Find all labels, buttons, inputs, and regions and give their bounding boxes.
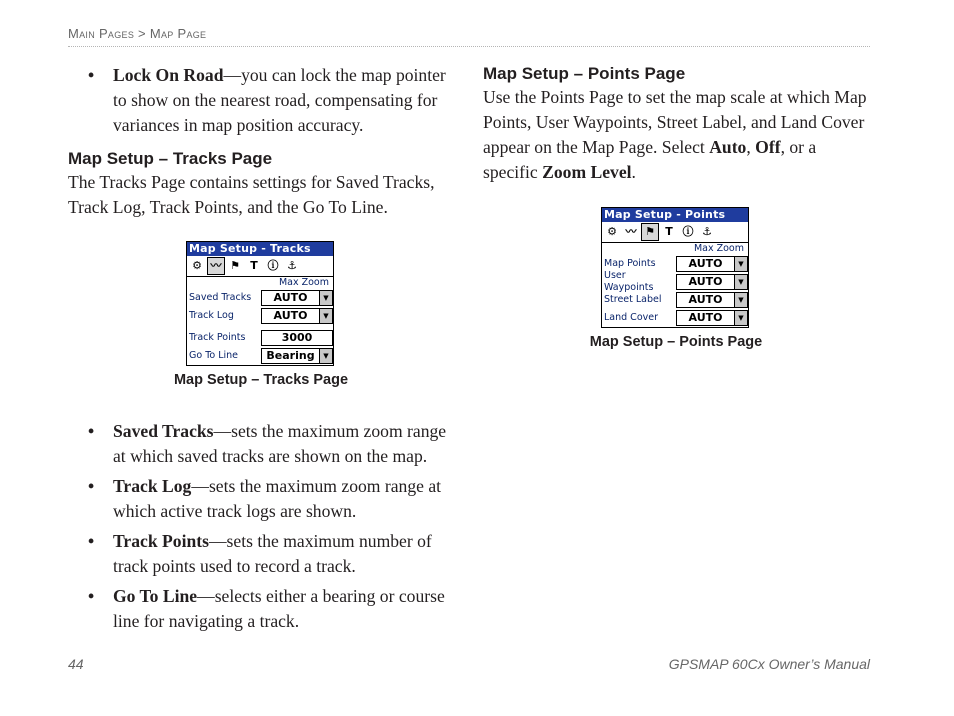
points-caption: Map Setup – Points Page [589,334,763,350]
points-heading: Map Setup – Points Page [483,64,686,83]
tracks-intro: The Tracks Page contains settings for Saved Tracks, Track Log, Track Points, and the Go To Line. [68,172,435,217]
setting-label: User Waypoints [604,270,654,293]
option-zoom-level: Zoom Level [542,162,632,182]
dropdown-arrow-icon: ▼ [734,257,747,271]
marine-anchor-icon: ⚓ [287,259,297,272]
setting-row [602,291,748,309]
bullet-track-points [68,529,458,579]
setting-row [602,309,748,327]
setting-row [187,307,333,325]
gps-points-screen [601,207,749,328]
select-value: AUTO [688,311,723,324]
bullet-text: —sets the maximum zoom range at which active track logs are shown. [113,476,442,521]
track-points-field[interactable]: 3000 [261,330,333,346]
tracks-tab-icon: 〰 [625,225,637,238]
setting-row [187,289,333,307]
go-to-line-select[interactable] [261,348,333,364]
setting-row [187,329,333,347]
max-zoom-label: Max Zoom [278,277,329,288]
bullet-term: Lock On Road [113,65,224,85]
bullet-text: —sets the maximum zoom range at which saved tracks are shown on the map. [113,421,447,466]
left-column [68,63,458,639]
option-auto: Auto [709,137,747,157]
bullet-term: Go To Line [113,586,198,606]
setting-label: Track Log [189,310,234,321]
right-column [483,63,873,355]
select-value: AUTO [688,275,723,288]
zoom-select[interactable] [676,310,748,326]
bullet-text: —selects either a bearing or course line for navigating a track. [113,586,445,631]
select-value: AUTO [688,293,723,306]
max-zoom-label: Max Zoom [693,243,744,254]
icon-tab-bar [602,222,748,243]
intro-text: Use the Points Page to set the map scale at which Map Points, User Waypoints, Street Label, and Land Cover appear on the Map Page. Select [483,87,867,157]
zoom-select[interactable] [676,292,748,308]
text-icon: T [250,259,258,272]
zoom-select[interactable] [676,256,748,272]
manual-title: GPSMAP 60Cx Owner’s Manual [668,656,870,672]
map-settings-icon: ⚙ [192,259,202,272]
period: . [631,162,636,182]
zoom-select[interactable] [261,290,333,306]
select-value: AUTO [273,309,308,322]
dropdown-arrow-icon: ▼ [734,311,747,325]
setting-row [187,347,333,365]
setting-label: Map Points [604,258,656,269]
screen-title: Map Setup - Tracks [187,242,333,256]
setting-row [602,270,748,293]
tracks-heading: Map Setup – Tracks Page [68,149,273,168]
info-icon: ⓘ [682,225,694,238]
select-value: Bearing [266,349,315,362]
gps-tracks-screen [186,241,334,366]
bullet-track-log [68,474,458,524]
select-value: AUTO [688,257,723,270]
setting-label: Saved Tracks [189,292,252,303]
tracks-screenshot [186,241,334,366]
bullet-go-to-line [68,584,458,634]
bullet-text: —you can lock the map pointer to show on the nearest road, compensating for variances in map position accuracy. [113,65,446,135]
map-settings-icon: ⚙ [607,225,617,238]
points-screenshot [601,207,749,328]
zoom-select[interactable] [676,274,748,290]
marine-anchor-icon: ⚓ [702,225,712,238]
bullet-term: Saved Tracks [113,421,214,441]
dropdown-arrow-icon: ▼ [734,293,747,307]
tracks-caption: Map Setup – Tracks Page [173,372,349,388]
screen-title: Map Setup - Points [602,208,748,222]
separator: , or a specific [483,137,817,182]
dropdown-arrow-icon: ▼ [734,275,747,289]
setting-label: Go To Line [189,350,239,361]
info-icon: ⓘ [267,259,279,272]
icon-tab-bar [187,256,333,277]
points-flag-icon: ⚑ [230,259,240,272]
bullet-text: —sets the maximum number of track points used to record a track. [113,531,432,576]
setting-label: Street Label [604,294,662,305]
separator: , [746,137,756,157]
bullet-term: Track Points [113,531,209,551]
setting-label: Track Points [189,332,246,343]
bullet-lock-on-road [68,63,458,138]
select-value: AUTO [273,291,308,304]
points-intro [483,85,873,185]
breadcrumb: Main Pages > Map Page [68,26,870,47]
dropdown-arrow-icon: ▼ [319,349,332,363]
text-icon: T [665,225,673,238]
zoom-select[interactable] [261,308,333,324]
option-off: Off [755,137,781,157]
dropdown-arrow-icon: ▼ [319,309,332,323]
dropdown-arrow-icon: ▼ [319,291,332,305]
bullet-saved-tracks [68,419,458,469]
setting-label: Land Cover [604,312,659,323]
tracks-tab-icon: 〰 [208,258,224,274]
page-number: 44 [68,656,84,672]
bullet-term: Track Log [113,476,192,496]
points-flag-icon: ⚑ [642,224,658,240]
